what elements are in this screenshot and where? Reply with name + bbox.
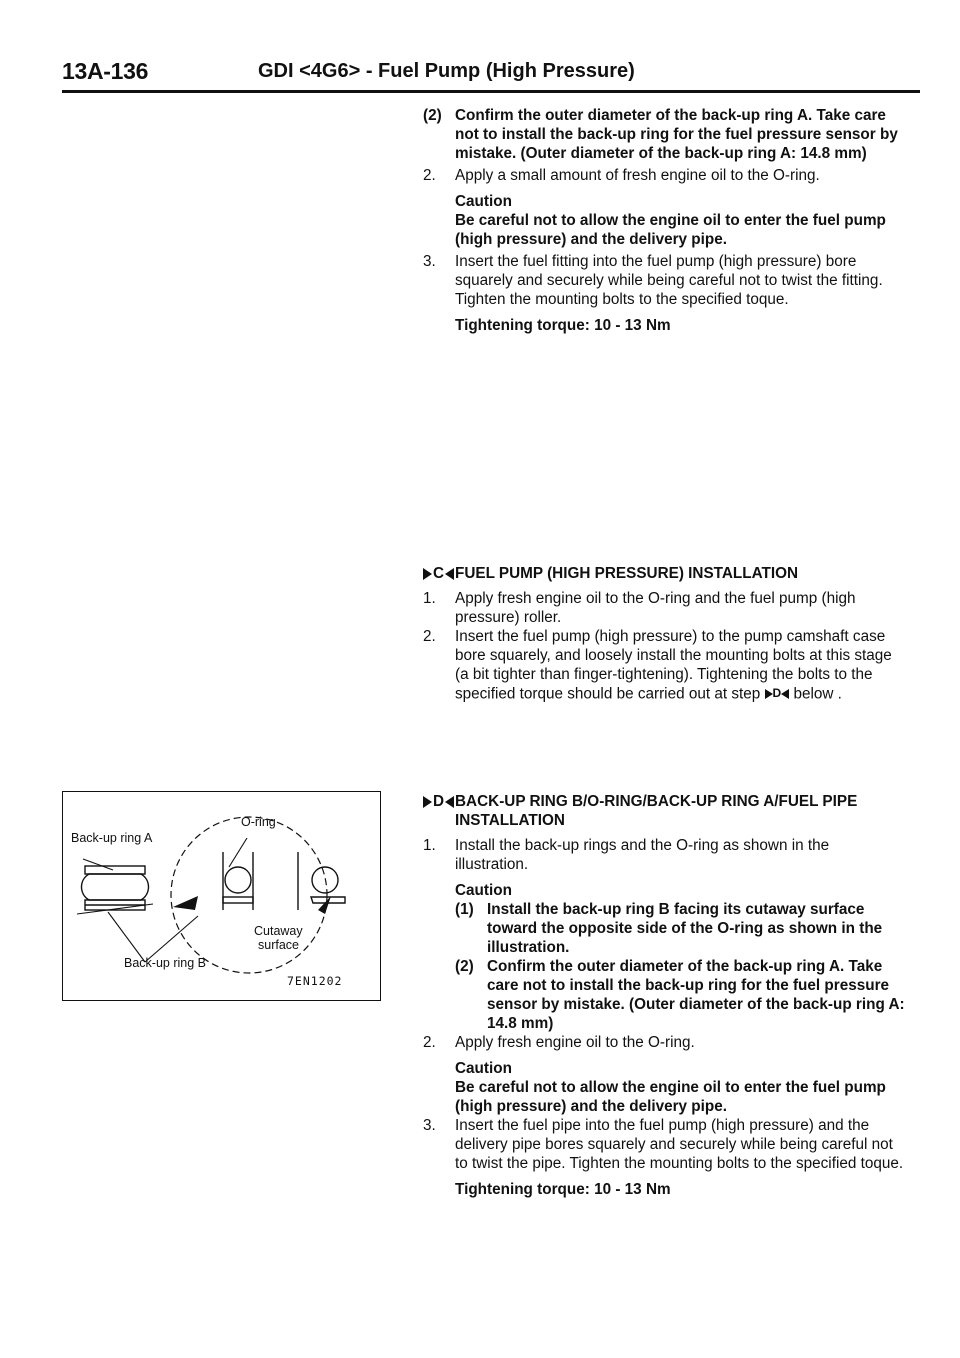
arrow-head: [173, 896, 198, 910]
left-triangle-icon: [445, 796, 454, 808]
right-triangle-icon: [765, 689, 773, 699]
step-number: 1.: [423, 590, 436, 607]
substep-text: Install the back-up ring B facing its cutaway surface toward the opposite side of the O-ring as shown in the illustration.: [487, 901, 883, 956]
right-triangle-icon: [423, 568, 432, 580]
step-text: Apply a small amount of fresh engine oil to the O-ring.: [455, 167, 820, 184]
step-number: 1.: [423, 837, 436, 854]
section-c-step-2: [423, 627, 905, 704]
backup-ring-stack: [82, 866, 149, 910]
figure-code: 7EN1202: [287, 974, 343, 988]
step-text-continued: below .: [793, 685, 842, 703]
section-d-heading: [423, 792, 905, 830]
caution-label: Caution: [455, 193, 512, 210]
top-step-3: [423, 252, 905, 309]
tightening-torque: Tightening torque: 10 - 13 Nm: [455, 317, 671, 334]
tightening-torque-2: Tightening torque: 10 - 13 Nm: [455, 1181, 671, 1198]
label-backup-ring-a: Back-up ring A: [71, 831, 153, 845]
page-title: GDI <4G6> - Fuel Pump (High Pressure): [258, 60, 635, 82]
caution-label: Caution: [455, 882, 512, 899]
step-number: 3.: [423, 1117, 436, 1134]
label-surface: surface: [258, 938, 299, 952]
step-number: 2.: [423, 628, 436, 645]
step-number: 2.: [423, 167, 436, 184]
label-backup-ring-b: Back-up ring B: [124, 956, 206, 970]
section-d: [423, 792, 905, 1199]
step-number: 2.: [423, 1034, 436, 1051]
caution-text: Be careful not to allow the engine oil to enter the fuel pump (high pressure) and the delivery pipe.: [455, 212, 886, 248]
marker-letter: C: [433, 565, 445, 582]
inline-step-marker-d: [765, 684, 790, 703]
section-c-heading: [423, 564, 905, 583]
section-d-substep-1: [455, 900, 905, 957]
section-c-step-1: [423, 589, 905, 627]
step-text: Apply fresh engine oil to the O-ring and the fuel pump (high pressure) roller.: [455, 590, 856, 626]
section-d-step-2: [423, 1033, 905, 1052]
section-heading-text: BACK-UP RING B/O-RING/BACK-UP RING A/FUEL PIPE INSTALLATION: [455, 793, 858, 829]
label-cutaway: Cutaway: [254, 924, 303, 938]
substep-number: (2): [455, 958, 474, 975]
detail-circle: [171, 817, 327, 973]
right-triangle-icon: [423, 796, 432, 808]
caution-text-2: Be careful not to allow the engine oil to enter the fuel pump (high pressure) and the delivery pipe.: [455, 1079, 886, 1115]
substep-text: Confirm the outer diameter of the back-up ring A. Take care not to install the back-up ring for the fuel pressure sensor by mistake. (Outer diameter of the back-up ring A: 14.8 mm): [487, 958, 905, 1032]
top-step-2: [423, 166, 905, 185]
substep-text: Confirm the outer diameter of the back-up ring A. Take care not to install the back-up ring for the fuel pressure sensor by mistake. (Outer diameter of the back-up ring A: 14.8 mm): [455, 107, 898, 162]
marker-letter: D: [772, 686, 782, 700]
section-heading-text: FUEL PUMP (HIGH PRESSURE) INSTALLATION: [455, 565, 799, 582]
cutaway-arrow: [318, 896, 331, 914]
left-triangle-icon: [781, 689, 789, 699]
step-text: Insert the fuel pump (high pressure) to the pump camshaft case bore squarely, and loosely install the mounting bolts at this stage (a bit tighter than finger-tightening). Tightening the bolts to the specified torque should be carried out at step: [455, 628, 892, 703]
section-d-step-1: [423, 836, 905, 874]
marker-letter: D: [433, 793, 445, 810]
header-rule: [62, 90, 920, 93]
oring-diagram: [63, 792, 379, 999]
illustration-backup-rings: [62, 791, 381, 1001]
page-number: 13A-136: [62, 58, 149, 84]
step-text: Insert the fuel pipe into the fuel pump (high pressure) and the delivery pipe bores squarely and securely while being careful not to twist the pipe. Tighten the mounting bolts to the specified toque.: [455, 1117, 904, 1172]
step-marker-c: [423, 564, 454, 583]
step-text: Apply fresh engine oil to the O-ring.: [455, 1034, 695, 1051]
section-d-step-3: [423, 1116, 905, 1173]
label-oring: O-ring: [241, 815, 276, 829]
section-c: [423, 564, 905, 704]
substep-number: (2): [423, 107, 442, 124]
top-block: [423, 106, 905, 335]
caution-label-2: Caution: [455, 1060, 512, 1077]
step-text: Insert the fuel fitting into the fuel pump (high pressure) bore squarely and securely while being careful not to twist the fitting. Tighten the mounting bolts to the specified toque.: [455, 253, 883, 308]
step-text: Install the back-up rings and the O-ring as shown in the illustration.: [455, 837, 830, 873]
step-marker-d: [423, 792, 454, 811]
top-substep-2: [423, 106, 905, 163]
substep-number: (1): [455, 901, 474, 918]
section-d-substep-2: [455, 957, 905, 1033]
left-triangle-icon: [445, 568, 454, 580]
step-number: 3.: [423, 253, 436, 270]
